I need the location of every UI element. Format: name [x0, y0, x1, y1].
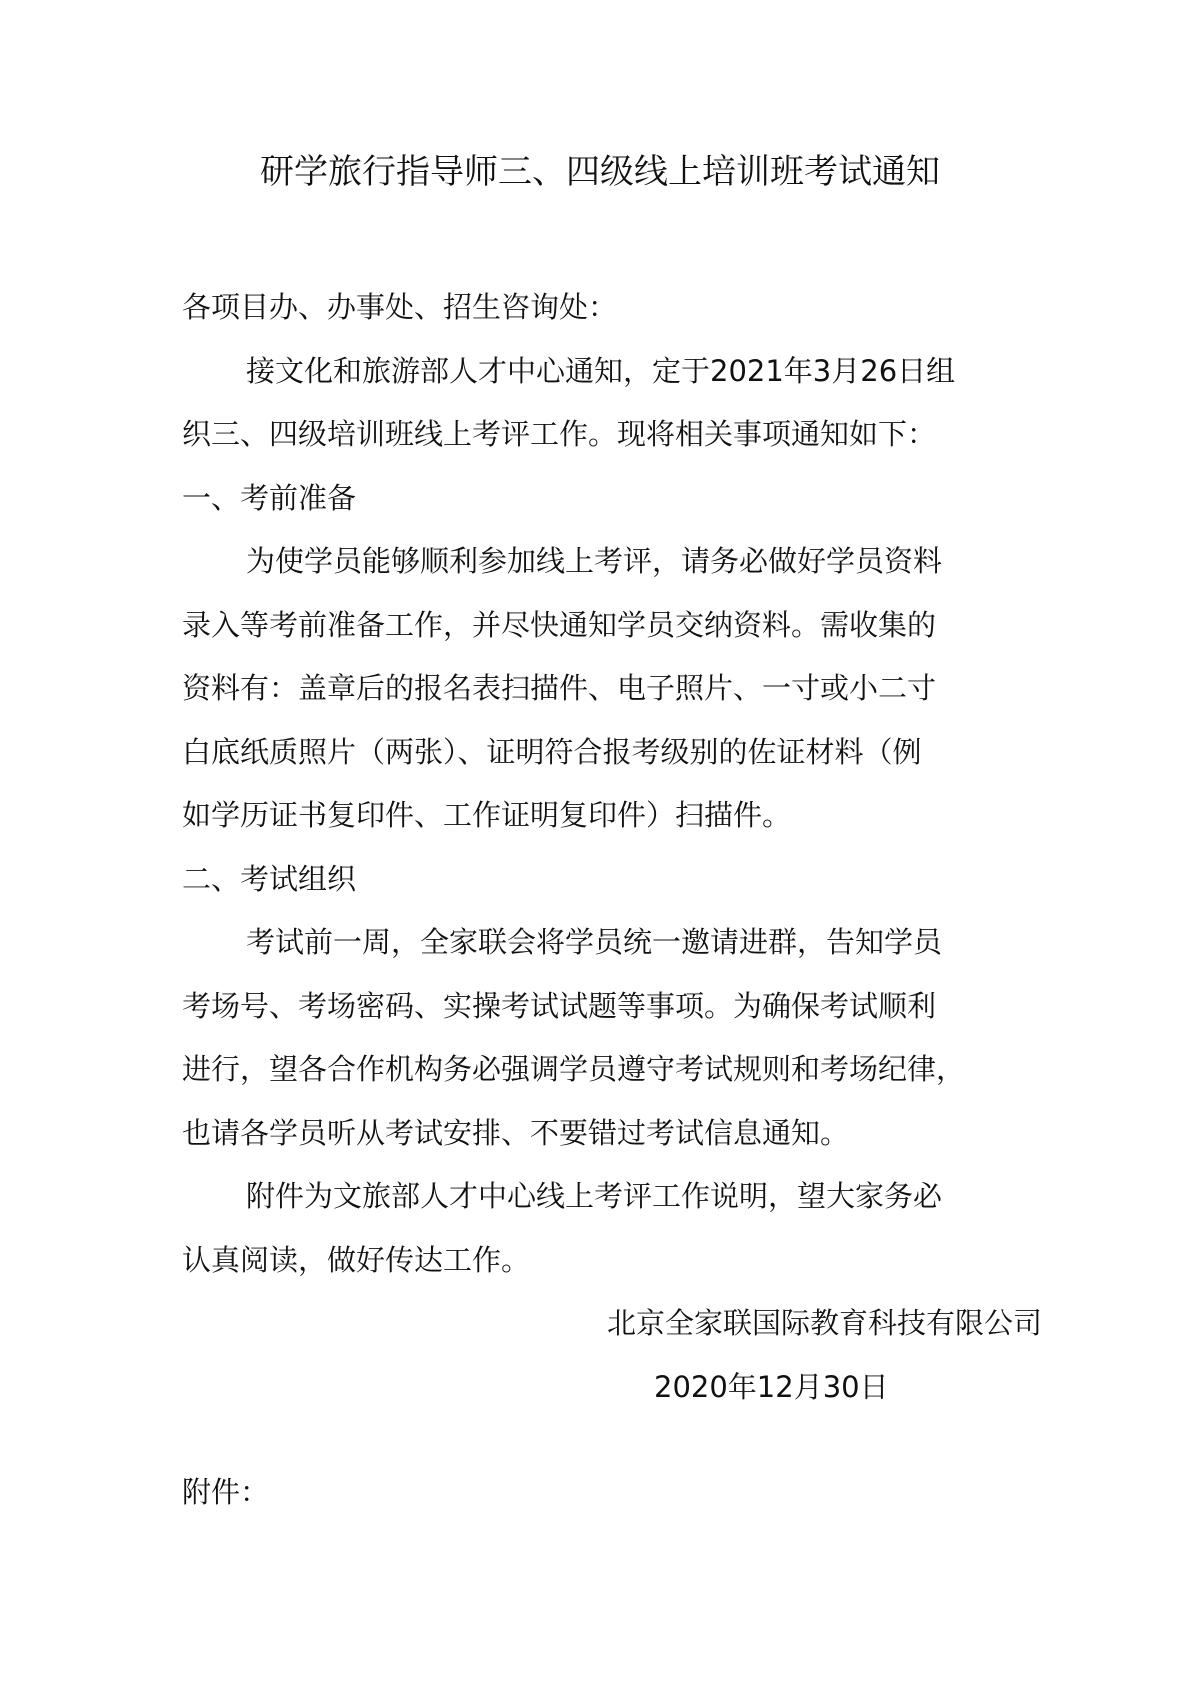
intro-line: 织三、四级培训班线上考评工作。现将相关事项通知如下：	[182, 417, 937, 451]
document-date: 2020年12月30日	[654, 1369, 889, 1404]
section-heading: 二、考试组织	[182, 861, 357, 896]
signature: 北京全家联国际教育科技有限公司	[606, 1306, 1042, 1340]
intro-line: 接文化和旅游部人才中心通知，定于2021年3月26日组	[246, 353, 956, 388]
salutation: 各项目办、办事处、招生咨询处：	[182, 290, 618, 324]
document-title: 研学旅行指导师三、四级线上培训班考试通知	[260, 152, 940, 192]
paragraph-line: 也请各学员听从考试安排、不要错过考试信息通知。	[182, 1115, 850, 1150]
section-heading: 一、考前准备	[182, 480, 357, 515]
paragraph-line: 为使学员能够顺利参加线上考评，请务必做好学员资料	[246, 544, 943, 578]
closing-line: 附件为文旅部人才中心线上考评工作说明，望大家务必	[246, 1179, 943, 1213]
paragraph-line: 如学历证书复印件、工作证明复印件）扫描件。	[182, 798, 792, 832]
paragraph-line: 考试前一周，全家联会将学员统一邀请进群，告知学员	[246, 925, 943, 959]
paragraph-line: 资料有：盖章后的报名表扫描件、电子照片、一寸或小二寸	[182, 671, 937, 705]
paragraph-line: 录入等考前准备工作，并尽快通知学员交纳资料。需收集的	[182, 607, 937, 642]
document-body	[182, 276, 1042, 1419]
paragraph-line: 白底纸质照片（两张）、证明符合报考级别的佐证材料（例	[182, 734, 922, 769]
attachment-label: 附件：	[182, 1475, 270, 1509]
paragraph-line: 进行，望各合作机构务必强调学员遵守考试规则和考场纪律，	[182, 1052, 966, 1086]
paragraph-line: 考场号、考场密码、实操考试试题等事项。为确保考试顺利	[182, 988, 937, 1023]
closing-line: 认真阅读，做好传达工作。	[182, 1242, 531, 1277]
